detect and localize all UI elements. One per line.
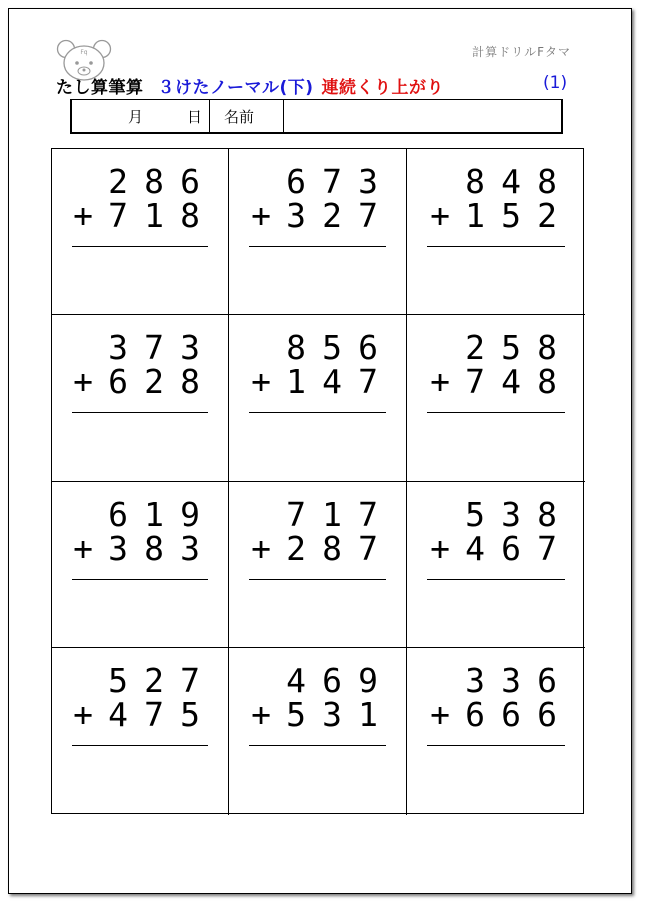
addend-bottom — [66, 697, 208, 733]
answer-line — [249, 579, 386, 580]
answer-line — [249, 246, 386, 247]
logo-text: Fq — [80, 49, 88, 56]
digit: 6 — [286, 162, 306, 201]
digit: 8 — [537, 495, 557, 534]
digit: 1 — [465, 196, 485, 235]
digit: 8 — [180, 362, 200, 401]
answer-line — [249, 412, 386, 413]
addend-top — [457, 663, 565, 699]
digit: 8 — [144, 162, 164, 201]
digit: 3 — [180, 328, 200, 367]
digit: 3 — [322, 695, 342, 734]
digit: 7 — [322, 162, 342, 201]
problem-cell[interactable] — [407, 482, 585, 648]
digit: 8 — [286, 328, 306, 367]
digit: 2 — [322, 196, 342, 235]
digit: 6 — [537, 695, 557, 734]
sheet-number: (1) — [543, 73, 568, 93]
problem-cell[interactable] — [229, 648, 407, 815]
digit: 5 — [465, 495, 485, 534]
brand-label: 計算ドリルFタマ — [472, 45, 571, 59]
name-divider — [283, 100, 284, 132]
addend-bottom — [244, 198, 386, 234]
digit: 3 — [501, 661, 521, 700]
digit: 1 — [358, 695, 378, 734]
problem-cell[interactable] — [407, 149, 585, 315]
addend-bottom — [244, 364, 386, 400]
digit: 8 — [537, 328, 557, 367]
problem-grid — [51, 148, 584, 814]
digit: 5 — [501, 196, 521, 235]
addend-top — [457, 164, 565, 200]
date-divider — [209, 100, 210, 132]
digit: 1 — [144, 495, 164, 534]
plus-sign: + — [251, 695, 271, 734]
digit: 3 — [358, 162, 378, 201]
answer-line — [249, 745, 386, 746]
plus-sign: + — [430, 529, 450, 568]
digit: 8 — [144, 529, 164, 568]
digit: 4 — [108, 695, 128, 734]
digit: 1 — [322, 495, 342, 534]
addend-top — [278, 497, 386, 533]
digit: 4 — [501, 362, 521, 401]
digit: 5 — [180, 695, 200, 734]
digit: 8 — [465, 162, 485, 201]
addend-top — [100, 164, 208, 200]
digit: 4 — [286, 661, 306, 700]
answer-line — [427, 579, 565, 580]
plus-sign: + — [430, 695, 450, 734]
digit: 5 — [322, 328, 342, 367]
problem-cell[interactable] — [229, 482, 407, 648]
plus-sign: + — [73, 529, 93, 568]
digit: 6 — [322, 661, 342, 700]
addend-top — [100, 497, 208, 533]
date-name-box — [70, 99, 563, 134]
digit: 7 — [465, 362, 485, 401]
digit: 3 — [286, 196, 306, 235]
answer-line — [427, 412, 565, 413]
title-main: たし算筆算 — [56, 78, 144, 98]
digit: 7 — [358, 495, 378, 534]
answer-line — [72, 579, 208, 580]
digit: 7 — [144, 695, 164, 734]
problem-cell[interactable] — [407, 648, 585, 815]
digit: 7 — [358, 362, 378, 401]
digit: 7 — [144, 328, 164, 367]
plus-sign: + — [251, 362, 271, 401]
addend-top — [278, 663, 386, 699]
digit: 6 — [108, 362, 128, 401]
plus-sign: + — [430, 362, 450, 401]
digit: 6 — [358, 328, 378, 367]
addend-top — [278, 330, 386, 366]
digit: 9 — [180, 495, 200, 534]
digit: 7 — [286, 495, 306, 534]
digit: 2 — [144, 362, 164, 401]
plus-sign: + — [73, 362, 93, 401]
addend-top — [100, 330, 208, 366]
digit: 3 — [108, 529, 128, 568]
problem-cell[interactable] — [407, 315, 585, 482]
name-label: 名前 — [224, 108, 255, 126]
title-tag: 連続くり上がり — [321, 78, 445, 98]
addend-top — [100, 663, 208, 699]
digit: 3 — [501, 495, 521, 534]
digit: 5 — [501, 328, 521, 367]
digit: 2 — [286, 529, 306, 568]
digit: 7 — [108, 196, 128, 235]
problem-cell[interactable] — [52, 648, 229, 815]
answer-line — [72, 745, 208, 746]
answer-line — [72, 412, 208, 413]
digit: 2 — [108, 162, 128, 201]
answer-line — [427, 246, 565, 247]
plus-sign: + — [73, 196, 93, 235]
addend-top — [457, 497, 565, 533]
month-label: 月 — [128, 108, 144, 126]
addend-bottom — [423, 531, 565, 567]
digit: 3 — [180, 529, 200, 568]
addend-bottom — [423, 198, 565, 234]
digit: 6 — [180, 162, 200, 201]
answer-line — [427, 745, 565, 746]
digit: 4 — [465, 529, 485, 568]
digit: 7 — [537, 529, 557, 568]
digit: 8 — [180, 196, 200, 235]
digit: 7 — [358, 196, 378, 235]
answer-line — [72, 246, 208, 247]
digit: 8 — [537, 162, 557, 201]
digit: 2 — [537, 196, 557, 235]
addend-bottom — [244, 531, 386, 567]
digit: 4 — [501, 162, 521, 201]
worksheet-title — [56, 73, 444, 98]
digit: 8 — [322, 529, 342, 568]
day-label: 日 — [187, 108, 203, 126]
digit: 8 — [537, 362, 557, 401]
addend-bottom — [66, 198, 208, 234]
addend-top — [278, 164, 386, 200]
problem-cell[interactable] — [52, 482, 229, 648]
plus-sign: + — [430, 196, 450, 235]
problem-cell[interactable] — [229, 315, 407, 482]
plus-sign: + — [251, 529, 271, 568]
digit: 1 — [144, 196, 164, 235]
digit: 6 — [537, 661, 557, 700]
problem-cell[interactable] — [52, 315, 229, 482]
digit: 5 — [286, 695, 306, 734]
digit: 5 — [108, 661, 128, 700]
digit: 4 — [322, 362, 342, 401]
digit: 3 — [465, 661, 485, 700]
digit: 3 — [108, 328, 128, 367]
digit: 6 — [465, 695, 485, 734]
problem-cell[interactable] — [229, 149, 407, 315]
title-subtitle: ３けたノーマル(下) — [157, 78, 314, 98]
addend-top — [457, 330, 565, 366]
digit: 6 — [501, 529, 521, 568]
digit: 2 — [144, 661, 164, 700]
plus-sign: + — [73, 695, 93, 734]
digit: 2 — [465, 328, 485, 367]
digit: 1 — [286, 362, 306, 401]
plus-sign: + — [251, 196, 271, 235]
problem-cell[interactable] — [52, 149, 229, 315]
digit: 9 — [358, 661, 378, 700]
addend-bottom — [66, 531, 208, 567]
digit: 7 — [358, 529, 378, 568]
digit: 7 — [180, 661, 200, 700]
addend-bottom — [66, 364, 208, 400]
digit: 6 — [108, 495, 128, 534]
addend-bottom — [244, 697, 386, 733]
addend-bottom — [423, 697, 565, 733]
digit: 6 — [501, 695, 521, 734]
addend-bottom — [423, 364, 565, 400]
